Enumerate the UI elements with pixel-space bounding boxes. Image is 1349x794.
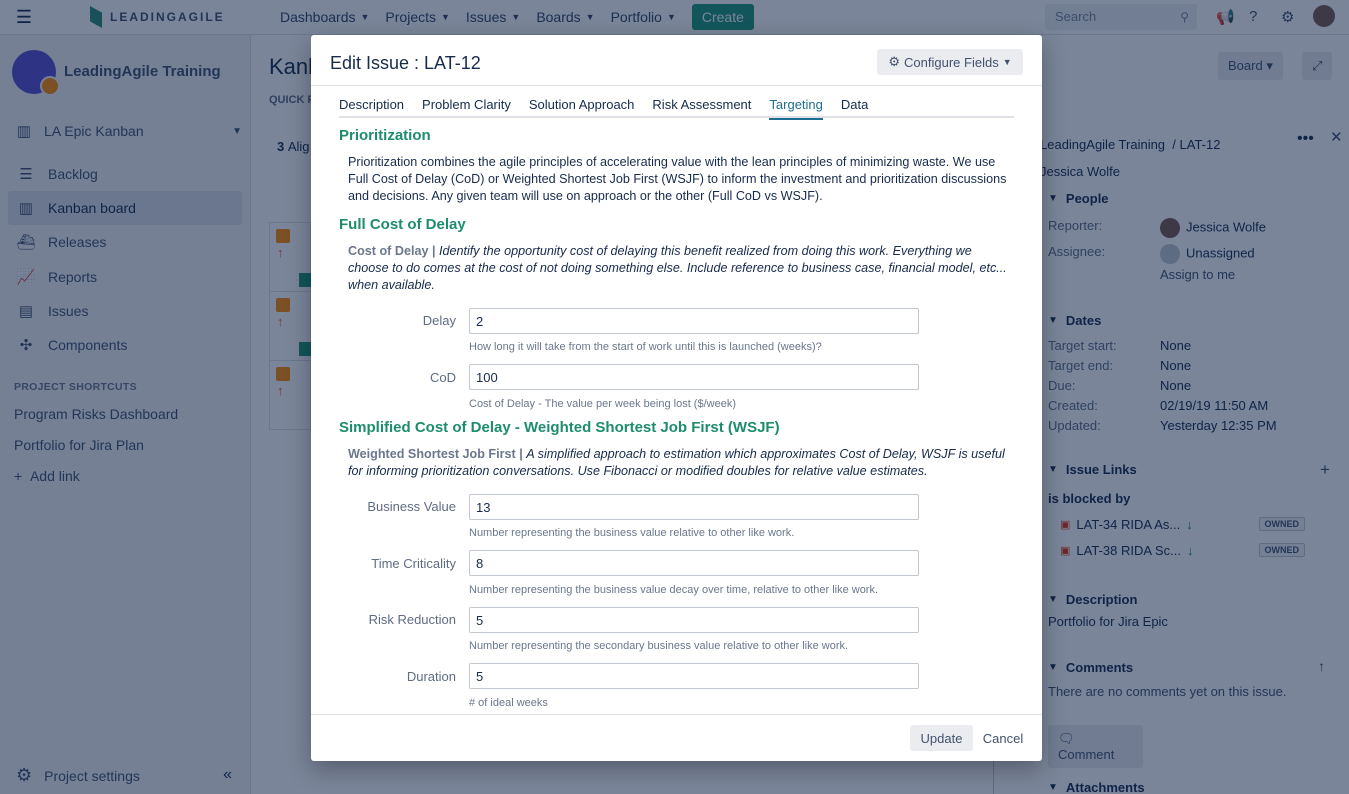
dialog-body[interactable] [311, 118, 1042, 714]
cod-label: Cost of Delay | [348, 244, 436, 258]
wsjf-text: A simplified approach to estimation which approximates Cost of Delay, WSJF is useful for informing prioritization conversations. Use Fibonacci or modified doubles for relative value estimates. [348, 447, 1005, 478]
tab-solution-approach[interactable]: Solution Approach [528, 97, 635, 112]
gear-icon: ⚙ [888, 54, 901, 69]
dialog-header [311, 35, 1042, 86]
cod-description [348, 243, 1008, 294]
tab-targeting[interactable]: Targeting [769, 97, 822, 118]
prioritization-text: Prioritization combines the agile principles of accelerating value with the lean principles of minimizing waste. We use Full Cost of Delay (CoD) or Weighted Shortest Job First (WSJF) to inform the investment and prioritization discussions and decisions. Any given team will use on approach or the other (Full CoD vs WSJF). [348, 155, 1007, 203]
delay-field[interactable]: 2 [469, 308, 919, 334]
duration-field[interactable]: 5 [469, 663, 919, 689]
tab-data[interactable]: Data [840, 97, 869, 112]
time-criticality-field[interactable]: 8 [469, 550, 919, 576]
configure-fields-button[interactable] [877, 49, 1023, 75]
dialog-tabs [339, 97, 1014, 118]
cod-text: Identify the opportunity cost of delaying this benefit realized from doing this work. Everything we choose to do comes at the cost of not doing something else. Include reference to business case, financial model, etc... when available. [348, 244, 1007, 292]
tab-problem-clarity[interactable]: Problem Clarity [422, 97, 511, 112]
delay-label: Delay [422, 313, 456, 328]
risk-reduction-field[interactable]: 5 [469, 607, 919, 633]
cod-help: Cost of Delay - The value per week being lost ($/week) [469, 398, 736, 410]
risk-reduction-help: Number representing the secondary business value relative to other like work. [469, 640, 849, 652]
full-cod-heading: Full Cost of Delay [339, 216, 466, 233]
delay-help: How long it will take from the start of work until this is launched (weeks)? [469, 341, 822, 353]
update-button[interactable]: Update [910, 725, 973, 751]
wsjf-heading: Simplified Cost of Delay - Weighted Shortest Job First (WSJF) [339, 419, 780, 436]
dialog-footer [311, 714, 1042, 761]
business-value-help: Number representing the business value relative to other like work. [469, 527, 795, 539]
dialog-title: Edit Issue : LAT-12 [330, 53, 481, 73]
wsjf-description [348, 446, 1008, 480]
chevron-down-icon: ▼ [1002, 57, 1012, 67]
prioritization-heading: Prioritization [339, 127, 431, 144]
business-value-field[interactable]: 13 [469, 494, 919, 520]
configure-fields-label: Configure Fields [904, 54, 999, 70]
duration-label: Duration [406, 669, 456, 684]
duration-help: # of ideal weeks [469, 697, 548, 709]
wsjf-label: Weighted Shortest Job First | [348, 447, 523, 461]
time-criticality-label: Time Criticality [371, 556, 456, 571]
cod-field-label: CoD [429, 370, 456, 385]
cancel-button[interactable]: Cancel [982, 730, 1024, 746]
cod-field[interactable]: 100 [469, 364, 919, 390]
edit-issue-dialog [311, 35, 1042, 761]
time-criticality-help: Number representing the business value decay over time, relative to other like work. [469, 584, 879, 596]
tab-risk-assessment[interactable]: Risk Assessment [652, 97, 752, 112]
risk-reduction-label: Risk Reduction [368, 612, 456, 627]
tab-description[interactable]: Description [339, 97, 405, 112]
business-value-label: Business Value [367, 499, 456, 514]
